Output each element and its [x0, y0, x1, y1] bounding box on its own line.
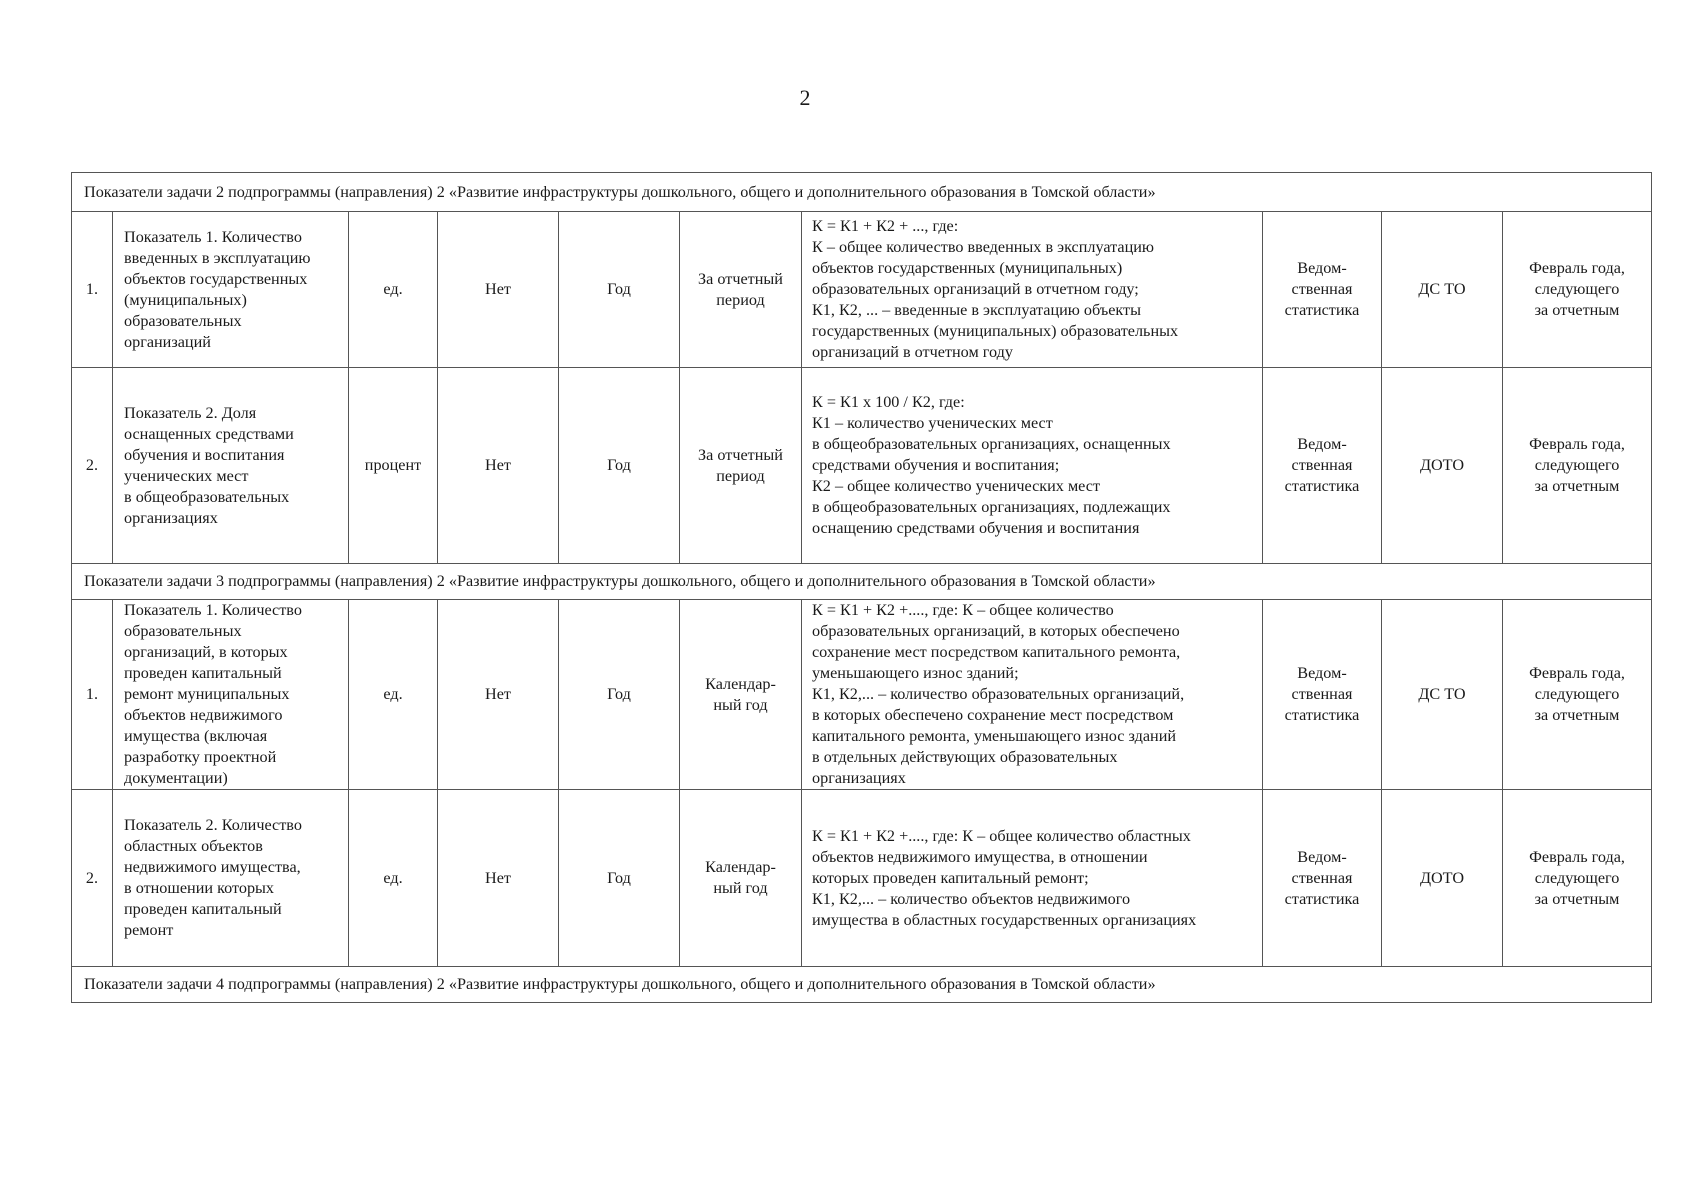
row-number: 1. — [72, 212, 113, 368]
indicator-name-line: ремонт муниципальных — [124, 685, 290, 703]
indicator-name-line: имущества (включая — [124, 727, 268, 745]
formula-line: К1, К2,... – количество объектов недвижимого — [812, 889, 1131, 908]
source-cell — [1263, 368, 1382, 564]
formula-line: К = К1 + К2 + ..., где: — [812, 217, 959, 235]
period-line: период — [716, 466, 765, 485]
unit-cell: ед. — [349, 600, 438, 790]
indicator-name — [113, 368, 349, 564]
indicator-name-line: ученических мест — [124, 466, 249, 485]
row-number: 2. — [72, 790, 113, 967]
indicator-name-line: образовательных — [124, 622, 242, 640]
formula-line: уменьшающего износ зданий; — [812, 664, 1019, 682]
formula-line: в общеобразовательных организациях, подлежащих — [812, 498, 1171, 516]
source-line: ственная — [1291, 685, 1353, 703]
deadline-line: за отчетным — [1534, 706, 1620, 724]
periodicity-cell: Год — [559, 600, 680, 790]
formula-line: К1, К2, ... – введенные в эксплуатацию объекты — [812, 301, 1141, 319]
formula-cell — [802, 368, 1263, 564]
indicator-name-line: (муниципальных) — [124, 290, 247, 309]
indicator-name-line: Показатель 2. Доля — [124, 403, 257, 422]
deadline-line: Февраль года, — [1529, 847, 1625, 866]
indicator-name-line: недвижимого имущества, — [124, 858, 301, 876]
indicator-name-line: Показатель 1. Количество — [124, 227, 302, 246]
formula-line: имущества в областных государственных организациях — [812, 910, 1197, 929]
formula-line: организаций в отчетном году — [812, 343, 1013, 361]
period-line: За отчетный — [698, 445, 783, 464]
periodicity-cell: Год — [559, 368, 680, 564]
formula-line: образовательных организаций, в которых обеспечено — [812, 622, 1180, 640]
source-line: Ведом- — [1297, 664, 1347, 682]
section-header-row — [72, 173, 1652, 212]
section-header-row — [72, 967, 1652, 1003]
indicator-name-line: организаций — [124, 332, 211, 351]
deadline-line: следующего — [1534, 456, 1620, 474]
formula-line: К = К1 + К2 +...., где: К – общее количество — [812, 601, 1114, 619]
responsible-cell: ДОТО — [1382, 368, 1503, 564]
indicator-name — [113, 600, 349, 790]
table-row — [72, 790, 1652, 967]
period-cell — [680, 790, 802, 967]
table-row — [72, 212, 1652, 368]
indicator-name-line: объектов недвижимого — [124, 706, 283, 724]
indicator-name-line: образовательных — [124, 311, 242, 330]
responsible-cell: ДОТО — [1382, 790, 1503, 967]
deadline-line: Февраль года, — [1529, 435, 1625, 453]
formula-line: средствами обучения и воспитания; — [812, 456, 1060, 474]
section-header-row — [72, 564, 1652, 600]
indicator-name-line: документации) — [124, 769, 228, 787]
deadline-line: следующего — [1534, 685, 1620, 703]
source-cell — [1263, 212, 1382, 368]
formula-line: К = К1 x 100 / К2, где: — [812, 393, 965, 411]
indicator-name-line: объектов государственных — [124, 269, 308, 288]
source-line: ственная — [1291, 868, 1353, 887]
source-line: статистика — [1284, 301, 1360, 319]
source-line: статистика — [1284, 477, 1360, 495]
unit-cell: ед. — [349, 212, 438, 368]
indicator-name-line: организаций, в которых — [124, 643, 288, 661]
formula-line: образовательных организаций в отчетном году; — [812, 280, 1139, 298]
unit-cell: процент — [349, 368, 438, 564]
period-line: За отчетный — [698, 269, 783, 288]
formula-cell — [802, 212, 1263, 368]
source-line: Ведом- — [1297, 847, 1347, 866]
table-row — [72, 600, 1652, 790]
row-number: 2. — [72, 368, 113, 564]
source-line: статистика — [1284, 889, 1360, 908]
indicator-name-line: проведен капитальный — [124, 900, 282, 918]
formula-line: оснащению средствами обучения и воспитания — [812, 519, 1140, 537]
period-cell — [680, 368, 802, 564]
indicator-name-line: организациях — [124, 508, 218, 527]
formula-line: К2 – общее количество ученических мест — [812, 477, 1101, 495]
deadline-line: за отчетным — [1534, 889, 1620, 908]
formula-line: в которых обеспечено сохранение мест посредством — [812, 706, 1174, 724]
page-number: 2 — [799, 85, 811, 110]
period-line: Календар- — [705, 674, 776, 693]
indicator-name-line: Показатель 1. Количество — [124, 601, 302, 619]
formula-line: которых проведен капитальный ремонт; — [812, 868, 1089, 887]
formula-line: К1 – количество ученических мест — [812, 414, 1053, 432]
period-line: ный год — [713, 879, 768, 897]
deadline-cell — [1503, 368, 1652, 564]
row-number: 1. — [72, 600, 113, 790]
source-cell — [1263, 600, 1382, 790]
formula-line: К = К1 + К2 +...., где: К – общее количество областных — [812, 826, 1191, 845]
deadline-line: Февраль года, — [1529, 259, 1625, 277]
indicators-table — [71, 172, 1652, 1003]
period-line: период — [716, 290, 765, 309]
indicator-name-line: разработку проектной — [124, 748, 277, 766]
table-row — [72, 368, 1652, 564]
deadline-cell — [1503, 790, 1652, 967]
period-line: ный год — [713, 695, 768, 714]
formula-line: объектов государственных (муниципальных) — [812, 259, 1123, 277]
deadline-cell — [1503, 212, 1652, 368]
source-line: Ведом- — [1297, 435, 1347, 453]
indicator-name-line: оснащенных средствами — [124, 424, 294, 443]
indicator-name-line: ремонт — [124, 921, 174, 939]
formula-line: государственных (муниципальных) образовательных — [812, 322, 1179, 340]
deadline-line: за отчетным — [1534, 301, 1620, 319]
indicator-name-line: введенных в эксплуатацию — [124, 248, 311, 267]
flag-cell: Нет — [438, 368, 559, 564]
flag-cell: Нет — [438, 600, 559, 790]
period-line: Календар- — [705, 858, 776, 876]
indicator-name — [113, 790, 349, 967]
formula-cell — [802, 790, 1263, 967]
section-title: Показатели задачи 4 подпрограммы (направления) 2 «Развитие инфраструктуры дошкольного, общего и дополнительного образования в Томской области» — [72, 967, 1652, 1003]
deadline-line: Февраль года, — [1529, 664, 1625, 682]
formula-line: в общеобразовательных организациях, оснащенных — [812, 435, 1171, 453]
formula-cell — [802, 600, 1263, 790]
formula-line: К – общее количество введенных в эксплуатацию — [812, 238, 1154, 256]
periodicity-cell: Год — [559, 212, 680, 368]
deadline-cell — [1503, 600, 1652, 790]
deadline-line: следующего — [1534, 280, 1620, 298]
indicator-name-line: в отношении которых — [124, 879, 275, 897]
indicator-name-line: проведен капитальный — [124, 664, 282, 682]
deadline-line: за отчетным — [1534, 477, 1620, 495]
formula-line: организациях — [812, 769, 906, 787]
section-title: Показатели задачи 3 подпрограммы (направления) 2 «Развитие инфраструктуры дошкольного, общего и дополнительного образования в Томской области» — [72, 564, 1652, 600]
flag-cell: Нет — [438, 790, 559, 967]
indicator-name-line: Показатель 2. Количество — [124, 816, 302, 834]
periodicity-cell: Год — [559, 790, 680, 967]
formula-line: объектов недвижимого имущества, в отношении — [812, 847, 1148, 866]
flag-cell: Нет — [438, 212, 559, 368]
formula-line: капитального ремонта, уменьшающего износ зданий — [812, 727, 1177, 745]
formula-line: в отдельных действующих образовательных — [812, 748, 1118, 766]
source-line: статистика — [1284, 706, 1360, 724]
section-title: Показатели задачи 2 подпрограммы (направления) 2 «Развитие инфраструктуры дошкольного, общего и дополнительного образования в Томской области» — [72, 173, 1652, 212]
indicator-name-line: областных объектов — [124, 837, 263, 855]
indicator-name-line: обучения и воспитания — [124, 445, 285, 464]
indicator-name — [113, 212, 349, 368]
source-cell — [1263, 790, 1382, 967]
formula-line: К1, К2,... – количество образовательных организаций, — [812, 685, 1185, 703]
source-line: Ведом- — [1297, 259, 1347, 277]
source-line: ственная — [1291, 280, 1353, 298]
unit-cell: ед. — [349, 790, 438, 967]
source-line: ственная — [1291, 456, 1353, 474]
responsible-cell: ДС ТО — [1382, 600, 1503, 790]
indicator-name-line: в общеобразовательных — [124, 487, 290, 506]
responsible-cell: ДС ТО — [1382, 212, 1503, 368]
period-cell — [680, 600, 802, 790]
formula-line: сохранение мест посредством капитального ремонта, — [812, 643, 1181, 661]
deadline-line: следующего — [1534, 868, 1620, 887]
period-cell — [680, 212, 802, 368]
